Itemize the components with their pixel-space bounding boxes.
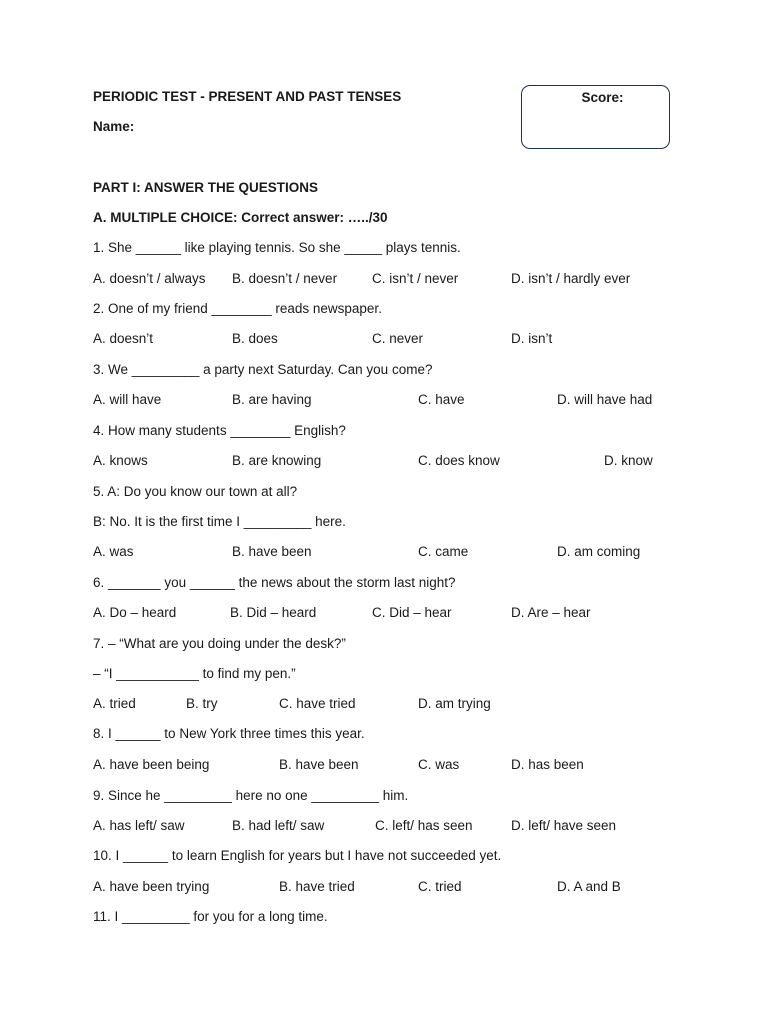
option-7b: B. try (186, 696, 218, 711)
option-6d: D. Are – hear (511, 605, 591, 620)
option-4b: B. are knowing (232, 453, 322, 468)
question-6: 6. _______ you ______ the news about the storm last night? (93, 575, 456, 590)
option-4c: C. does know (418, 453, 500, 468)
option-9a: A. has left/ saw (93, 818, 185, 833)
option-5c: C. came (418, 544, 469, 559)
option-2d: D. isn’t (511, 331, 553, 346)
option-3a: A. will have (93, 392, 162, 407)
score-box (521, 85, 670, 149)
option-10a: A. have been trying (93, 879, 210, 894)
question-9: 9. Since he _________ here no one _________ him. (93, 788, 409, 803)
option-1a: A. doesn’t / always (93, 271, 206, 286)
question-7: 7. – “What are you doing under the desk?” (93, 636, 346, 651)
option-6a: A. Do – heard (93, 605, 177, 620)
option-1b: B. doesn’t / never (232, 271, 338, 286)
question-2: 2. One of my friend ________ reads newspaper. (93, 301, 382, 316)
option-5a: A. was (93, 544, 134, 559)
option-9d: D. left/ have seen (511, 818, 617, 833)
option-9b: B. had left/ saw (232, 818, 325, 833)
option-1c: C. isn’t / never (372, 271, 459, 286)
option-1d: D. isn’t / hardly ever (511, 271, 631, 286)
test-title: PERIODIC TEST - PRESENT AND PAST TENSES (93, 89, 402, 104)
option-8b: B. have been (279, 757, 359, 772)
option-5b: B. have been (232, 544, 312, 559)
option-7d: D. am trying (418, 696, 491, 711)
option-2a: A. doesn’t (93, 331, 154, 346)
option-8c: C. was (418, 757, 460, 772)
option-8d: D. has been (511, 757, 584, 772)
question-1: 1. She ______ like playing tennis. So she _____ plays tennis. (93, 240, 461, 255)
question-5-line2: B: No. It is the first time I _________ here. (93, 514, 346, 529)
score-label: Score: (581, 90, 624, 105)
option-7c: C. have tried (279, 696, 356, 711)
option-6b: B. Did – heard (230, 605, 317, 620)
question-7-line2: – “I ___________ to find my pen.” (93, 666, 296, 681)
question-5: 5. A: Do you know our town at all? (93, 484, 298, 499)
option-3b: B. are having (232, 392, 312, 407)
option-2b: B. does (232, 331, 278, 346)
option-3c: C. have (418, 392, 465, 407)
question-10: 10. I ______ to learn English for years but I have not succeeded yet. (93, 848, 502, 863)
option-2c: C. never (372, 331, 424, 346)
option-4a: A. knows (93, 453, 148, 468)
option-10d: D. A and B (557, 879, 621, 894)
option-7a: A. tried (93, 696, 136, 711)
option-3d: D. will have had (557, 392, 653, 407)
question-8: 8. I ______ to New York three times this year. (93, 726, 365, 741)
option-4d: D. know (604, 453, 653, 468)
option-9c: C. left/ has seen (375, 818, 473, 833)
part-title: PART I: ANSWER THE QUESTIONS (93, 180, 319, 195)
section-title: A. MULTIPLE CHOICE: Correct answer: …../30 (93, 210, 388, 225)
option-10b: B. have tried (279, 879, 355, 894)
name-label: Name: (93, 119, 135, 134)
question-3: 3. We _________ a party next Saturday. Can you come? (93, 362, 433, 377)
option-8a: A. have been being (93, 757, 210, 772)
option-5d: D. am coming (557, 544, 641, 559)
question-11: 11. I _________ for you for a long time. (93, 909, 328, 924)
option-10c: C. tried (418, 879, 462, 894)
question-4: 4. How many students ________ English? (93, 423, 346, 438)
option-6c: C. Did – hear (372, 605, 452, 620)
